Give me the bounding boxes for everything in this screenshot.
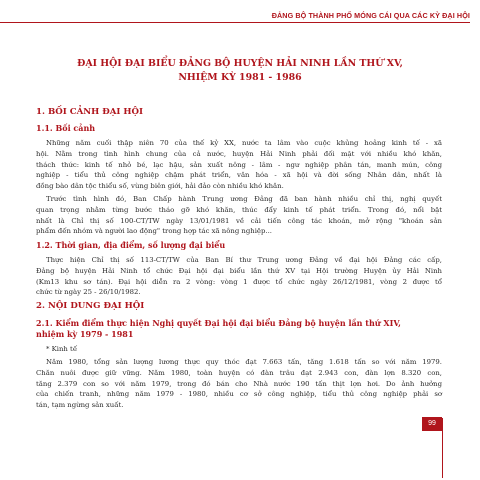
text-line: Chăn nuôi được giữ vững. Năm 1980, toàn huyện có đàn trâu đạt 2.943 con, đàn lợn 8.320 con, [36,368,442,377]
header-rule [0,22,470,23]
paragraph-time-place [36,255,442,298]
text-line: Năm 1980, tổng sản lượng lương thực quy thóc đạt 7.663 tấn, tăng 1.618 tấn so với năm 1979. [46,358,442,366]
text-line: hội. Nằm trong tình hình chung của cả nước, huyện Hải Ninh phải đối mặt với nhiều khó khăn, [36,149,442,158]
page-number: 99 [422,417,442,431]
text-line: phẩm đến nhóm và người lao động" trong hợp tác xã nông nghiệp... [36,227,272,236]
section-1-1-heading: 1.1. Bối cảnh [36,123,96,133]
text-line: đồng bào dân tộc thiểu số, vùng biên giới, hải đảo còn nhiều khó khăn. [36,182,284,191]
section-2-1-heading [36,318,401,340]
text-line: (Km13 khu sơ tán). Đại hội diễn ra 2 vòng: vòng 1 được tổ chức ngày 26/12/1981, vòng 2 được tổ [36,277,442,286]
text-line: Trước tình hình đó, Ban Chấp hành Trung ương Đảng đã ban hành nhiều chỉ thị, nghị quyết [46,195,442,203]
kinh-te-label [36,344,442,355]
running-header [0,8,480,30]
running-header-title: ĐẢNG BỘ THÀNH PHỐ MÓNG CÁI QUA CÁC KỲ ĐẠI HỘI [271,11,470,20]
page-number-rule [442,418,443,478]
text-line: tán, tạm ngừng sản xuất. [36,401,124,410]
text-line: * Kinh tế [46,345,78,353]
section-2-1-heading-line-1: 2.1. Kiểm điểm thực hiện Nghị quyết Đại hội đại biểu Đảng bộ huyện lần thứ XIV, [36,318,401,328]
text-line: Những năm cuối thập niên 70 của thế kỷ XX, nước ta lâm vào cuộc khủng hoảng kinh tế - xã [46,139,442,147]
text-line: của chiến tranh, những năm 1979 - 1980, nhiều cơ sở công nghiệp, tiểu thủ công nghiệp phải sơ [36,390,442,399]
section-2-heading: 2. NỘI DUNG ĐẠI HỘI [36,301,145,311]
paragraph-economy [36,357,442,411]
section-1-2-heading: 1.2. Thời gian, địa điểm, số lượng đại biểu [36,240,226,250]
document-title-line-1: ĐẠI HỘI ĐẠI BIỂU ĐẢNG BỘ HUYỆN HẢI NINH LẦN THỨ XV, [77,58,403,69]
text-line: thách thức: kinh tế nhỏ bé, lạc hậu, sản xuất nông - lâm - ngư nghiệp phân tán, manh mún, công [36,160,442,169]
text-line: Thực hiện Chỉ thị số 113-CT/TW của Ban Bí thư Trung ương Đảng về đại hội Đảng các cấp, [46,256,442,264]
document-title-line-2: NHIỆM KỲ 1981 - 1986 [178,72,302,83]
text-line: tăng 2.379 con so với năm 1979, trong đó bán cho Nhà nước 190 tấn thịt lợn hơi. Do ảnh hưởng [36,379,442,388]
text-line: Đảng bộ huyện Hải Ninh tổ chức Đại hội đại biểu lần thứ XV tại Hội trường Huyện ủy Hải Ninh [36,266,442,275]
text-line: nghiệp - tiểu thủ công nghiệp chậm phát triển, văn hóa - xã hội và đời sống Nhân dân, nhất là [36,171,442,180]
paragraph-central-directives [36,194,442,237]
paragraph-context [36,138,442,192]
text-line: nhất là Chỉ thị số 100-CT/TW ngày 13/01/1981 về cải tiến công tác khoán, mở rộng "khoán sản [36,216,442,225]
text-line: quan trọng nhằm từng bước tháo gỡ khó khăn, thúc đẩy kinh tế phát triển. Trong đó, nổi bật [36,205,442,214]
section-1-heading: 1. BỐI CẢNH ĐẠI HỘI [36,107,144,117]
document-title [20,57,460,85]
section-2-1-heading-line-2: nhiệm kỳ 1979 - 1981 [36,329,134,339]
text-line: chức từ ngày 25 - 26/10/1982. [36,288,141,297]
